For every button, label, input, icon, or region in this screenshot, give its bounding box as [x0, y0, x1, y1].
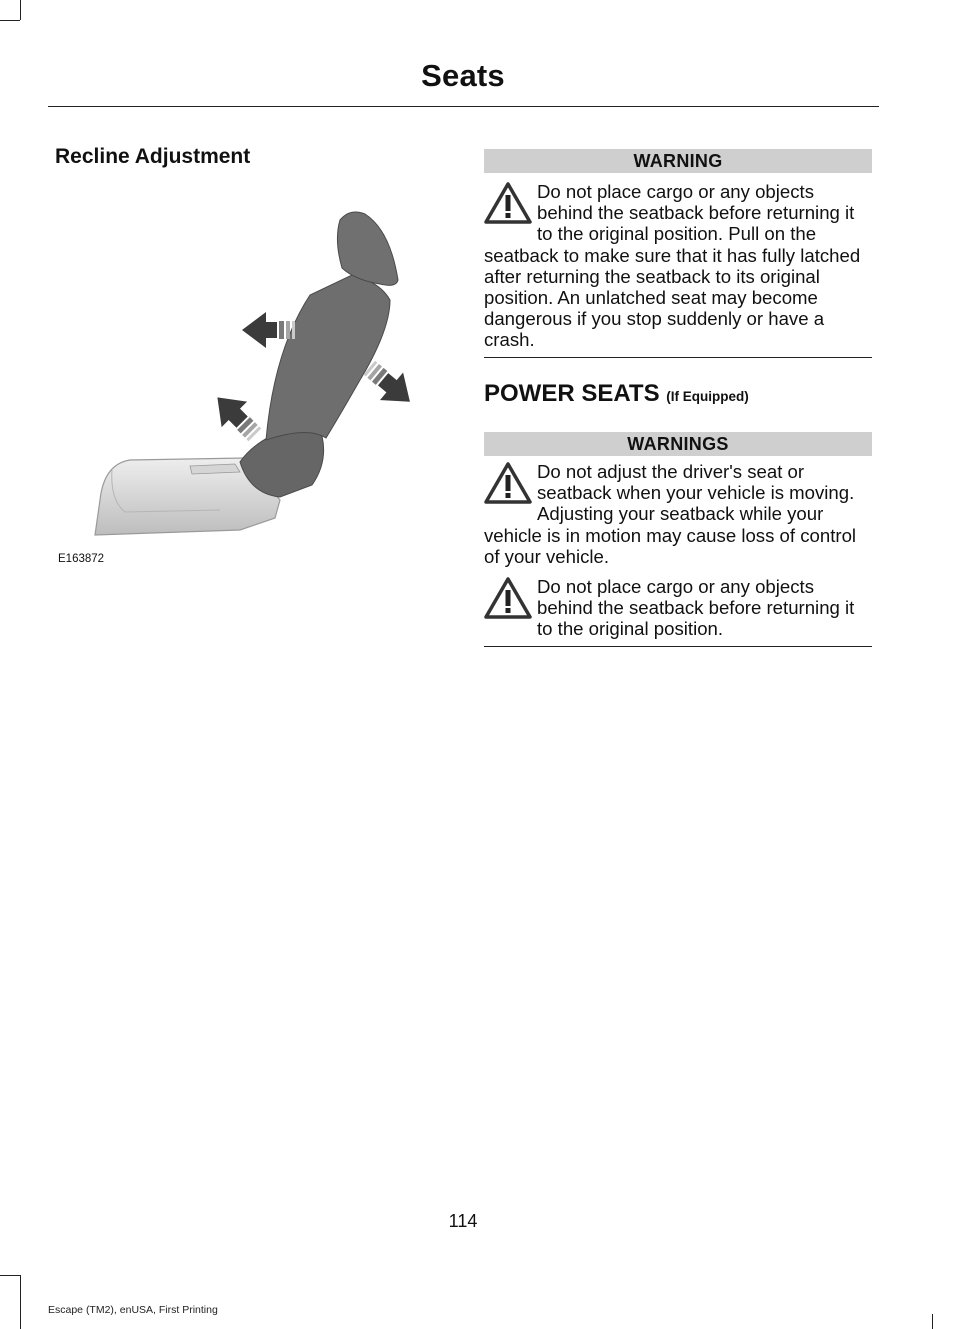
page-title: Seats [421, 58, 505, 93]
crop-mark [932, 1314, 933, 1329]
power-seats-title: POWER SEATS [484, 380, 660, 407]
warnings-header: WARNINGS [484, 432, 872, 456]
warning-triangle-icon [484, 461, 532, 505]
warning-block [484, 576, 872, 640]
warning-text: Do not place cargo or any objects behind the seatback before returning it to the original position. Pull on the seatback to make sure that it has fully latched after returning the seatback to its original position. An unlatched seat may become dangerous if you stop suddenly or have a crash. [484, 181, 861, 351]
figure-code: E163872 [58, 553, 105, 565]
crop-mark [0, 20, 20, 21]
warning-triangle-icon [484, 181, 532, 225]
crop-mark [20, 1275, 21, 1329]
warning-text: Do not adjust the driver's seat or seatback when your vehicle is moving. Adjusting your seatback while your vehicle is in motion may cause loss of control of your vehicle. [484, 461, 857, 567]
footer-text: Escape (TM2), enUSA, First Printing [48, 1304, 218, 1316]
page-number: 114 [448, 1211, 478, 1231]
seat-recline-illustration [90, 200, 420, 540]
power-seats-heading [484, 380, 749, 408]
recline-heading: Recline Adjustment [55, 145, 251, 168]
warnings-end-divider [484, 646, 872, 647]
crop-mark [0, 1275, 20, 1276]
warning-header: WARNING [484, 149, 872, 173]
warning-end-divider [484, 357, 872, 358]
power-seats-qualifier: (If Equipped) [666, 389, 749, 404]
warning-text: Do not place cargo or any objects behind the seatback before returning it to the original position. [537, 576, 855, 640]
warning-block [484, 181, 872, 351]
warning-block [484, 461, 872, 567]
crop-mark [20, 0, 21, 20]
title-divider [48, 106, 879, 107]
warning-triangle-icon [484, 576, 532, 620]
